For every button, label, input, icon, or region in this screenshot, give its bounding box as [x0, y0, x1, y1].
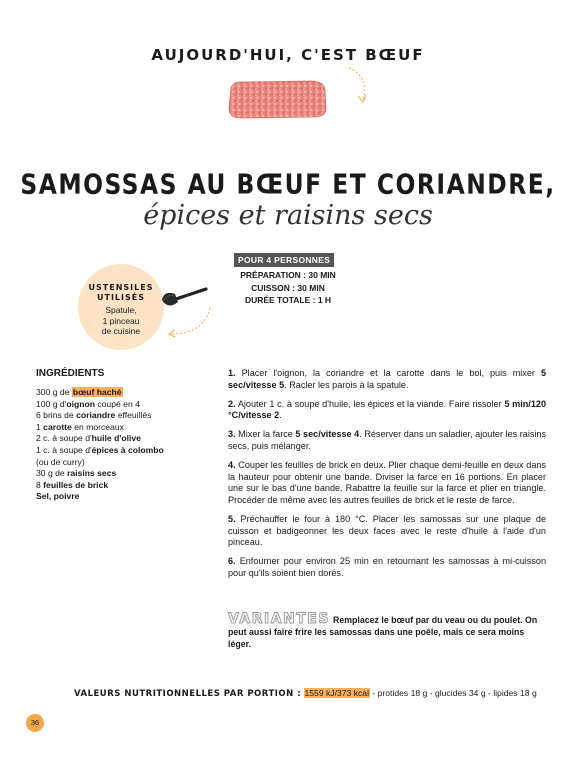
step-num: 6. [228, 556, 236, 567]
ingredient-pre: 30 g de [36, 468, 68, 479]
ground-beef-image [225, 78, 329, 120]
utensil-item: Spatule, [105, 305, 137, 315]
page-number: 36 [26, 714, 44, 732]
nutrition-energy: 1559 kJ/373 kcal [304, 688, 369, 698]
ingredient-pre: 300 g de [36, 387, 72, 397]
ingredient-post: coupé en 4 [94, 398, 140, 409]
prep-time: PRÉPARATION : 30 MIN [240, 270, 336, 280]
ingredient-pre: 2 c. à soupe d' [36, 433, 92, 444]
step-a: Placer l'oignon, la coriandre et la carotte dans le bol, puis mixer [241, 368, 535, 378]
ingredient-pre: 1 c. à soupe d' [36, 444, 92, 455]
variantes-text: Remplacez le bœuf par du veau ou du poulet. On peut aussi faire frire les samossas dans une poêle, mais ce sera moins léger. [228, 615, 538, 649]
step-num: 4. [228, 460, 236, 471]
ingredient-pre: 100 g d' [36, 398, 67, 409]
section-kicker: AUJOURD'HUI, C'EST BŒUF [151, 46, 425, 64]
nutrition-rest: - protides 18 g - glucides 34 g - lipides 18 g [370, 688, 537, 698]
variantes-block [228, 611, 548, 650]
ingredient-item [36, 422, 206, 434]
step-a: Enfourner pour environ 25 min en retournant les samossas à mi-cuisson pour qu'ils soient bien dorés. [228, 556, 546, 578]
ingredient-post: en morceaux [71, 421, 124, 432]
timing-block [218, 269, 358, 307]
ingredient-pre: (ou de curry) [36, 456, 85, 467]
ingredient-item [36, 410, 206, 422]
step-a: Couper les feuilles de brick en deux. Plier chaque demi-feuille en deux dans la hauteur pour obtenir une bande. Diviser la farce en 16 portions. En placer une sur le bas d'une bande. Rabattre la feuille sur la farce et plier en triangle. Procéder de même avec les autres feuilles de brick et le reste de farce. [228, 460, 546, 505]
curved-arrow-icon [164, 306, 214, 338]
recipe-title: SAMOSSAS AU BŒUF ET CORIANDRE, [20, 169, 556, 201]
utensils-title-line-2: UTILISÉS [97, 293, 145, 302]
ingredient-item [36, 445, 206, 457]
step-num: 3. [228, 429, 236, 440]
step-b: 5 sec/vitesse 4 [295, 429, 360, 440]
curved-arrow-icon [345, 64, 375, 110]
ingredient-post: effeuillés [115, 410, 152, 421]
step-item [228, 514, 546, 549]
ingredient-hl: bœuf haché [72, 387, 122, 397]
utensils-title [80, 283, 162, 303]
total-time: DURÉE TOTALE : 1 H [244, 295, 332, 305]
utensil-item: 1 pinceau [102, 315, 140, 326]
ingredient-item [36, 491, 206, 503]
ingredient-bold: raisins secs [67, 468, 117, 479]
step-b: 5 sec/vitesse 5 [228, 368, 546, 390]
step-item [228, 399, 546, 422]
ingredient-item [36, 457, 206, 469]
ingredient-bold: oignon [66, 398, 95, 409]
servings-badge: POUR 4 PERSONNES [234, 253, 334, 267]
ingredient-bold: Sel, poivre [36, 491, 80, 502]
step-a: Ajouter 1 c. à soupe d'huile, les épices et la viande. Faire rissoler [237, 398, 502, 409]
ingredient-bold: huile d'olive [91, 433, 141, 444]
ingredient-pre: 1 [36, 421, 44, 432]
step-a: Préchauffer le four à 180 °C. Placer les samossas sur une plaque de cuisson et badigeonner les deux faces avec le reste d'huile à l'aide d'un pinceau. [228, 513, 547, 548]
ingredient-bold: coriandre [76, 410, 116, 421]
utensil-item: de cuisine [101, 326, 141, 336]
step-num: 5. [228, 513, 236, 524]
step-num: 1. [228, 368, 236, 378]
ingredient-bold: carotte [43, 421, 72, 432]
ingredient-item [36, 433, 206, 445]
steps-list [228, 368, 546, 587]
ingredients-list [36, 387, 206, 503]
nutrition-line [74, 688, 537, 699]
recipe-subtitle: épices et raisins secs [143, 200, 433, 231]
step-c: . Racler les parois à la spatule. [284, 379, 409, 390]
nutrition-label: VALEURS NUTRITIONNELLES PAR PORTION : [74, 689, 302, 699]
ingredient-bold: épices à colombo [91, 444, 164, 455]
utensils-title-line-1: USTENSILES [88, 283, 154, 292]
ingredient-pre: 8 [36, 479, 44, 490]
step-item [228, 460, 546, 506]
ingredients-title: INGRÉDIENTS [36, 368, 105, 379]
utensils-list [80, 305, 162, 337]
ingredient-pre: 6 brins de [36, 410, 77, 421]
step-b: 5 min/120 °C/vitesse 2 [228, 398, 546, 421]
step-c: . Réserver dans un saladier, ajouter les raisins secs, puis mélanger. [228, 429, 547, 451]
step-num: 2. [228, 398, 236, 409]
variantes-label: VARIANTES [228, 611, 330, 627]
step-item [228, 368, 546, 391]
step-a: Mixer la farce [238, 429, 293, 440]
cook-time: CUISSON : 30 MIN [251, 282, 325, 293]
step-c: . [279, 410, 282, 421]
ingredient-bold: feuilles de brick [43, 479, 109, 490]
step-item [228, 429, 546, 452]
ingredient-item [36, 480, 206, 492]
ingredient-item [36, 399, 206, 411]
ingredient-item [36, 468, 206, 480]
step-item [228, 556, 546, 579]
ingredient-item [36, 387, 206, 399]
